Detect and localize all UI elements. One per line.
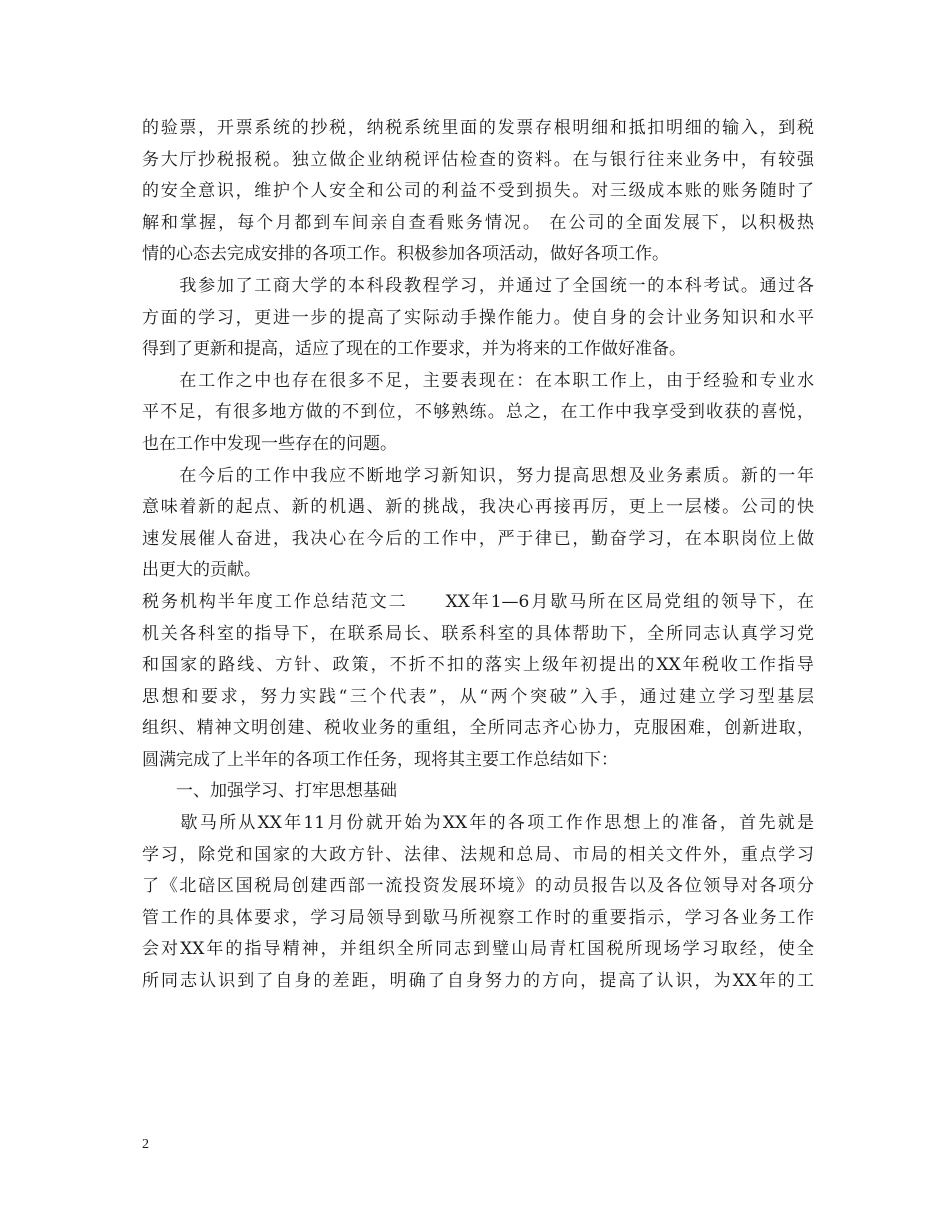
- text-line: 机关各科室的指导下，在联系局长、联系科室的具体帮助下，全所同志认真学习党: [142, 623, 814, 644]
- page-number: 2: [142, 1137, 149, 1152]
- text-line: 我参加了工商大学的本科段教程学习，并通过了全国统一的本科考试。通过各: [142, 275, 814, 296]
- text-line: 学习，除党和国家的大政方针、法律、法规和总局、市局的相关文件外，重点学习: [142, 844, 814, 865]
- body-text: [142, 113, 814, 998]
- text-line: 在工作之中也存在很多不足，主要表现在：在本职工作上，由于经验和专业水: [142, 370, 814, 391]
- text-line: 解和掌握，每个月都到车间亲自查看账务情况。 在公司的全面发展下，以积极热: [142, 212, 814, 233]
- text-line: 歇马所从XX年11月份就开始为XX年的各项工作作思想上的准备，首先就是: [142, 813, 814, 834]
- text-line: 所同志认识到了自身的差距，明确了自身努力的方向，提高了认识，为XX年的工: [142, 971, 814, 992]
- text-line: 速发展催人奋进，我决心在今后的工作中，严于律已，勤奋学习，在本职岗位上做: [142, 528, 814, 549]
- text-line: 和国家的路线、方针、政策，不折不扣的落实上级年初提出的XX年税收工作指导: [142, 655, 814, 676]
- text-line: 一、加强学习、打牢思想基础: [142, 781, 397, 802]
- text-line: 务大厅抄税报税。独立做企业纳税评估检查的资料。在与银行往来业务中，有较强: [142, 149, 814, 170]
- text-line: 圆满完成了上半年的各项工作任务，现将其主要工作总结如下：: [142, 749, 618, 770]
- text-line: 平不足，有很多地方做的不到位，不够熟练。总之，在工作中我享受到收获的喜悦，: [142, 402, 814, 423]
- text-line: 在今后的工作中我应不断地学习新知识，努力提高思想及业务素质。新的一年: [142, 465, 814, 486]
- text-line: 的验票，开票系统的抄税，纳税系统里面的发票存根明细和抵扣明细的输入，到税: [142, 118, 814, 138]
- text-line: 会对XX年的指导精神，并组织全所同志到璧山局青杠国税所现场学习取经，使全: [142, 939, 814, 960]
- text-line: 出更大的贡献。: [142, 560, 261, 581]
- text-line: 组织、精神文明创建、税收业务的重组，全所同志齐心协力，克服困难，创新进取，: [142, 718, 814, 739]
- text-line: 方面的学习，更进一步的提高了实际动手操作能力。使自身的会计业务知识和水平: [142, 307, 814, 328]
- text-line: 了《北碚区国税局创建西部一流投资发展环境》的动员报告以及各位领导对各项分: [142, 876, 814, 897]
- text-line: 意味着新的起点、新的机遇、新的挑战，我决心再接再厉，更上一层楼。公司的快: [142, 497, 814, 518]
- text-line: 的安全意识，维护个人安全和公司的利益不受到损失。对三级成本账的账务随时了: [142, 181, 814, 202]
- text-line: 情的心态去完成安排的各项工作。积极参加各项活动，做好各项工作。: [142, 244, 669, 265]
- text-line: 管工作的具体要求，学习局领导到歇马所视察工作时的重要指示，学习各业务工作: [142, 907, 814, 928]
- text-line: 得到了更新和提高，适应了现在的工作要求，并为将来的工作做好准备。: [142, 339, 686, 360]
- text-line: 思想和要求，努力实践“三个代表”，从“两个突破”入手，通过建立学习型基层: [142, 686, 814, 707]
- text-line: 也在工作中发现一些存在的问题。: [142, 433, 397, 454]
- text-line: 税务机构半年度工作总结范文二 XX年1—6月歇马所在区局党组的领导下，在: [142, 591, 814, 612]
